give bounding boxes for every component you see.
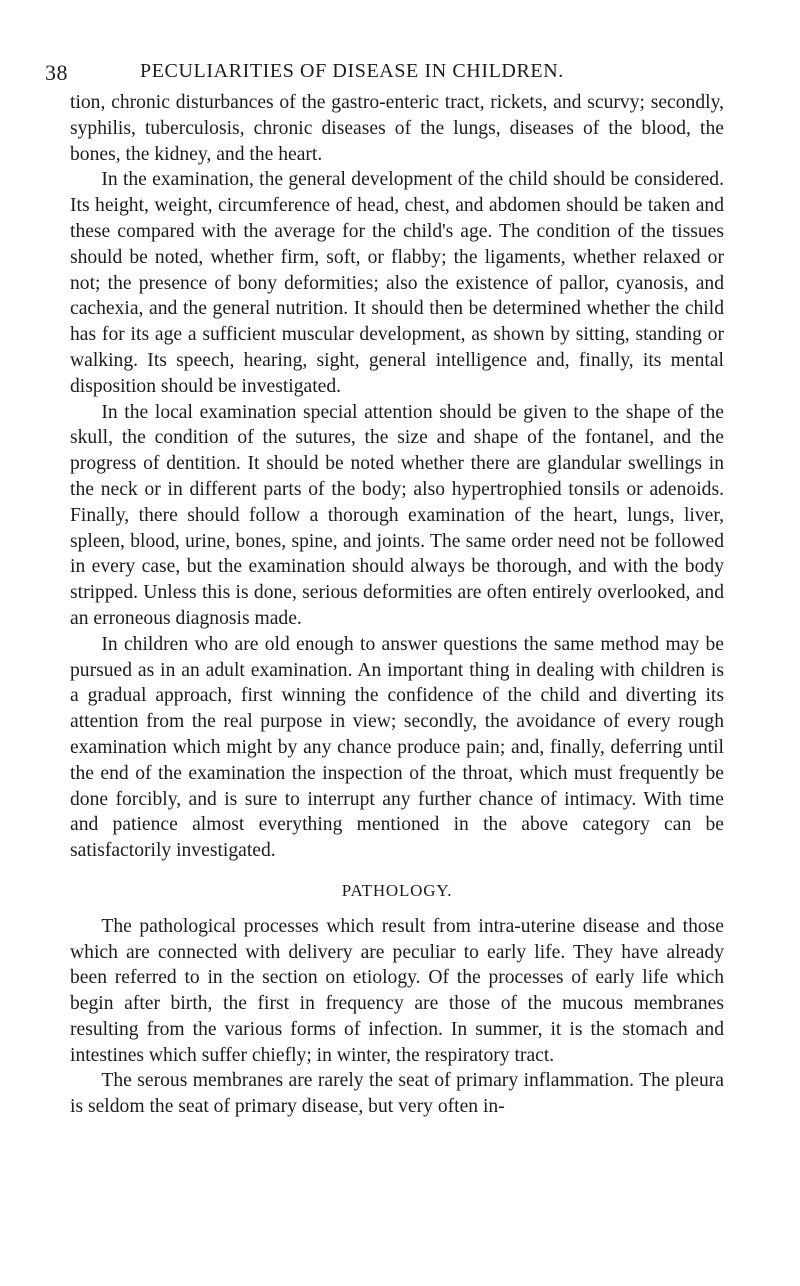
page-header — [45, 48, 724, 85]
paragraph-local-examination: In the local examination special attention should be given to the shape of the skull, the condition of the sutures, the size and shape of the fontanel, and the progress of dentition. It should be noted whether there are glandular swellings in the neck or in different parts of the body; also hypertrophied tonsils or adenoids. Finally, there should follow a thorough examination of the heart, lungs, liver, spleen, blood, urine, bones, spine, and joints. The same order need not be followed in every case, but the examination should always be thorough, and with the body stripped. Unless this is done, serious deformities are often entirely overlooked, and an erroneous diagnosis made. — [70, 401, 724, 629]
book-page — [45, 48, 724, 1120]
body-text — [70, 90, 724, 1120]
paragraph-older-children: In children who are old enough to answer questions the same method may be pursued as in an adult examination. An important thing in dealing with children is a gradual approach, first winning the confidence of the child and diverting its attention from the real purpose in view; secondly, the avoidance of every rough examination which might by any chance produce pain; and, finally, deferring until the end of the examination the inspection of the throat, which must frequently be done forcibly, and is sure to interrupt any further chance of intimacy. With time and patience almost everything mentioned in the above category can be satisfactorily investigated. — [70, 633, 724, 862]
paragraph-serous-membranes: The serous membranes are rarely the seat of primary inflammation. The pleura is seldom the seat of primary disease, but very often in- — [70, 1070, 724, 1118]
section-heading-pathology: PATHOLOGY. — [341, 880, 453, 900]
paragraph-pathological-processes: The pathological processes which result from intra-uterine disease and those which are connected with delivery are peculiar to early life. They have already been referred to in the section on etiology. Of the processes of early life which begin after birth, the first in frequency are those of the mucous membranes resulting from the various forms of infection. In summer, it is the stomach and intestines which suffer chiefly; in winter, the respiratory tract. — [70, 915, 724, 1066]
running-head: PECULIARITIES OF DISEASE IN CHILDREN. — [140, 60, 564, 82]
paragraph-general-examination: In the examination, the general development of the child should be considered. Its height, weight, circumference of head, chest, and abdomen should be taken and these compared with the average for the child's age. The condition of the tissues should be noted, whether firm, soft, or flabby; the ligaments, whether relaxed or not; the presence of bony deformities; also the existence of pallor, cyanosis, and cachexia, and the general nutrition. It should then be determined whether the child has for its age a sufficient muscular development, as shown by sitting, standing or walking. Its speech, hearing, sight, general intelligence and, finally, its mental disposition should be investigated. — [70, 169, 724, 397]
page-number: 38 — [45, 60, 68, 85]
paragraph-continued: tion, chronic disturbances of the gastro-enteric tract, rickets, and scurvy; secondly, syphilis, tuberculosis, chronic diseases of the lungs, diseases of the blood, the bones, the kidney, and the heart. — [70, 92, 724, 165]
